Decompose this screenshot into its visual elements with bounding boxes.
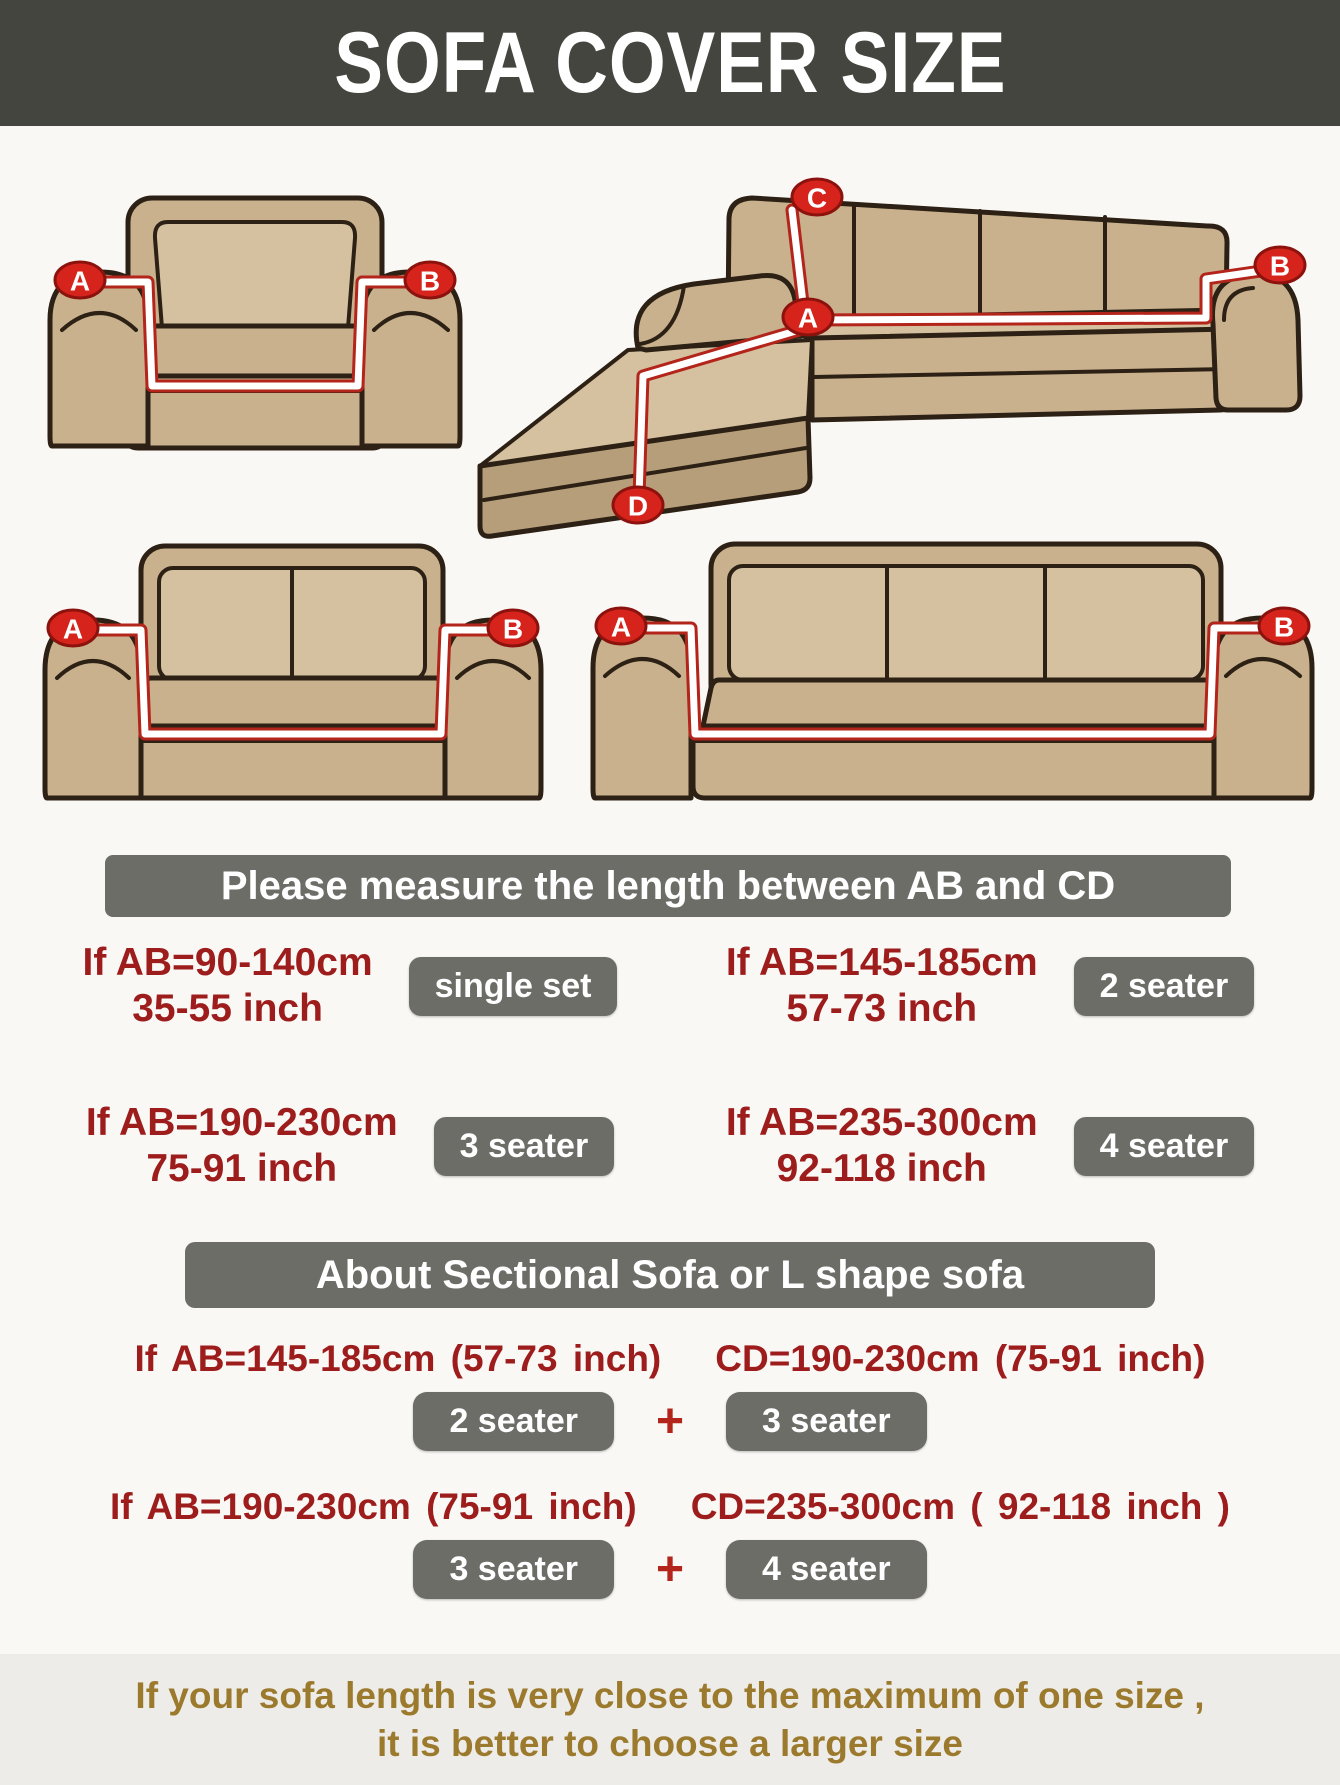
combo-pill-left: 2 seater bbox=[413, 1392, 614, 1451]
armchair-back-cushion bbox=[155, 222, 355, 328]
sectional-condition-row-2 bbox=[0, 1486, 1340, 1528]
loveseat-right-arm bbox=[445, 620, 541, 798]
measure-instruction-banner bbox=[105, 855, 1231, 917]
plus-sign: + bbox=[655, 1394, 685, 1448]
sectional-ab-condition: If AB=145-185cm (57-73 inch) bbox=[134, 1338, 662, 1379]
marker-b-badge bbox=[1259, 608, 1309, 644]
page-title: SOFA COVER SIZE bbox=[333, 14, 1007, 111]
size-row-2-seater bbox=[680, 938, 1300, 1034]
marker-a-label: A bbox=[69, 265, 91, 297]
sectional-banner-text: About Sectional Sofa or L shape sofa bbox=[315, 1252, 1025, 1297]
plus-sign: + bbox=[655, 1542, 685, 1596]
size-condition bbox=[726, 1100, 1038, 1192]
size-range-inch: 35-55 inch bbox=[132, 987, 323, 1030]
measure-instruction-text: Please measure the length between AB and CD bbox=[220, 863, 1116, 908]
sectional-banner bbox=[185, 1242, 1155, 1308]
sectional-sofa-diagram bbox=[460, 148, 1340, 560]
sectional-combo-row-1 bbox=[0, 1392, 1340, 1451]
size-range-inch: 57-73 inch bbox=[786, 987, 978, 1030]
sofa-left-arm bbox=[593, 618, 691, 798]
marker-d-badge bbox=[613, 487, 663, 523]
armchair-seat-cushion bbox=[136, 326, 374, 376]
size-range-cm: If AB=190-230cm bbox=[85, 1100, 398, 1144]
sofa-back-cushions bbox=[729, 566, 1203, 680]
size-label-pill: 2 seater bbox=[1074, 957, 1255, 1016]
size-row-4-seater bbox=[680, 1098, 1300, 1194]
loveseat-seat-cushion bbox=[135, 678, 451, 726]
size-label-pill: single set bbox=[409, 957, 618, 1016]
three-seater-sofa-diagram bbox=[565, 528, 1340, 820]
marker-b-label: B bbox=[419, 265, 441, 297]
combo-pill-right: 3 seater bbox=[726, 1392, 927, 1451]
combo-pill-right: 4 seater bbox=[726, 1540, 927, 1599]
footer-line-2: it is better to choose a larger size bbox=[376, 1722, 964, 1764]
size-range-cm: If AB=235-300cm bbox=[725, 1100, 1038, 1144]
marker-b-label: B bbox=[1273, 611, 1295, 643]
size-range-inch: 92-118 inch bbox=[776, 1147, 987, 1190]
marker-a-badge bbox=[48, 610, 98, 646]
footer-note bbox=[0, 1654, 1340, 1785]
marker-d-label: D bbox=[627, 490, 649, 522]
size-range-cm: If AB=145-185cm bbox=[725, 940, 1038, 984]
sectional-condition-row-1 bbox=[0, 1338, 1340, 1380]
sectional-cd-condition: CD=235-300cm ( 92-118 inch ) bbox=[690, 1486, 1231, 1527]
two-seater-sofa-diagram bbox=[25, 528, 560, 820]
marker-b-badge bbox=[1255, 247, 1305, 283]
sectional-cd-condition: CD=190-230cm (75-91 inch) bbox=[715, 1338, 1206, 1379]
marker-c-label: C bbox=[806, 182, 828, 214]
marker-a-badge bbox=[55, 262, 105, 298]
marker-a-badge bbox=[596, 608, 646, 644]
marker-b-badge bbox=[405, 262, 455, 298]
sofa-seat-cushion bbox=[703, 680, 1229, 726]
marker-b-badge bbox=[488, 610, 538, 646]
sectional-ab-condition: If AB=190-230cm (75-91 inch) bbox=[109, 1486, 637, 1527]
size-range-inch: 75-91 inch bbox=[146, 1147, 338, 1190]
size-label-pill: 4 seater bbox=[1074, 1117, 1255, 1176]
size-row-3-seater bbox=[40, 1098, 660, 1194]
sectional-combo-row-2 bbox=[0, 1540, 1340, 1599]
marker-b-label: B bbox=[1269, 250, 1291, 282]
combo-pill-left: 3 seater bbox=[413, 1540, 614, 1599]
sectional-right-arm bbox=[1213, 274, 1301, 410]
armchair-right-arm bbox=[362, 272, 460, 446]
size-label-pill: 3 seater bbox=[434, 1117, 615, 1176]
header-banner bbox=[0, 0, 1340, 126]
size-condition bbox=[86, 1100, 398, 1192]
marker-c-badge bbox=[792, 179, 842, 215]
marker-a-label: A bbox=[610, 611, 632, 643]
marker-a-label: A bbox=[62, 613, 84, 645]
size-condition bbox=[726, 940, 1038, 1032]
size-range-cm: If AB=90-140cm bbox=[82, 940, 373, 984]
loveseat-left-arm bbox=[45, 620, 141, 798]
marker-a-badge bbox=[783, 299, 833, 335]
marker-b-label: B bbox=[502, 613, 524, 645]
armchair-left-arm bbox=[50, 272, 148, 446]
single-sofa-diagram bbox=[30, 178, 480, 473]
footer-line-1: If your sofa length is very close to the maximum of one size , bbox=[135, 1674, 1205, 1716]
marker-a-label: A bbox=[797, 302, 819, 334]
size-condition bbox=[83, 940, 373, 1032]
size-row-single-set bbox=[40, 938, 660, 1034]
sofa-right-arm bbox=[1214, 618, 1312, 798]
